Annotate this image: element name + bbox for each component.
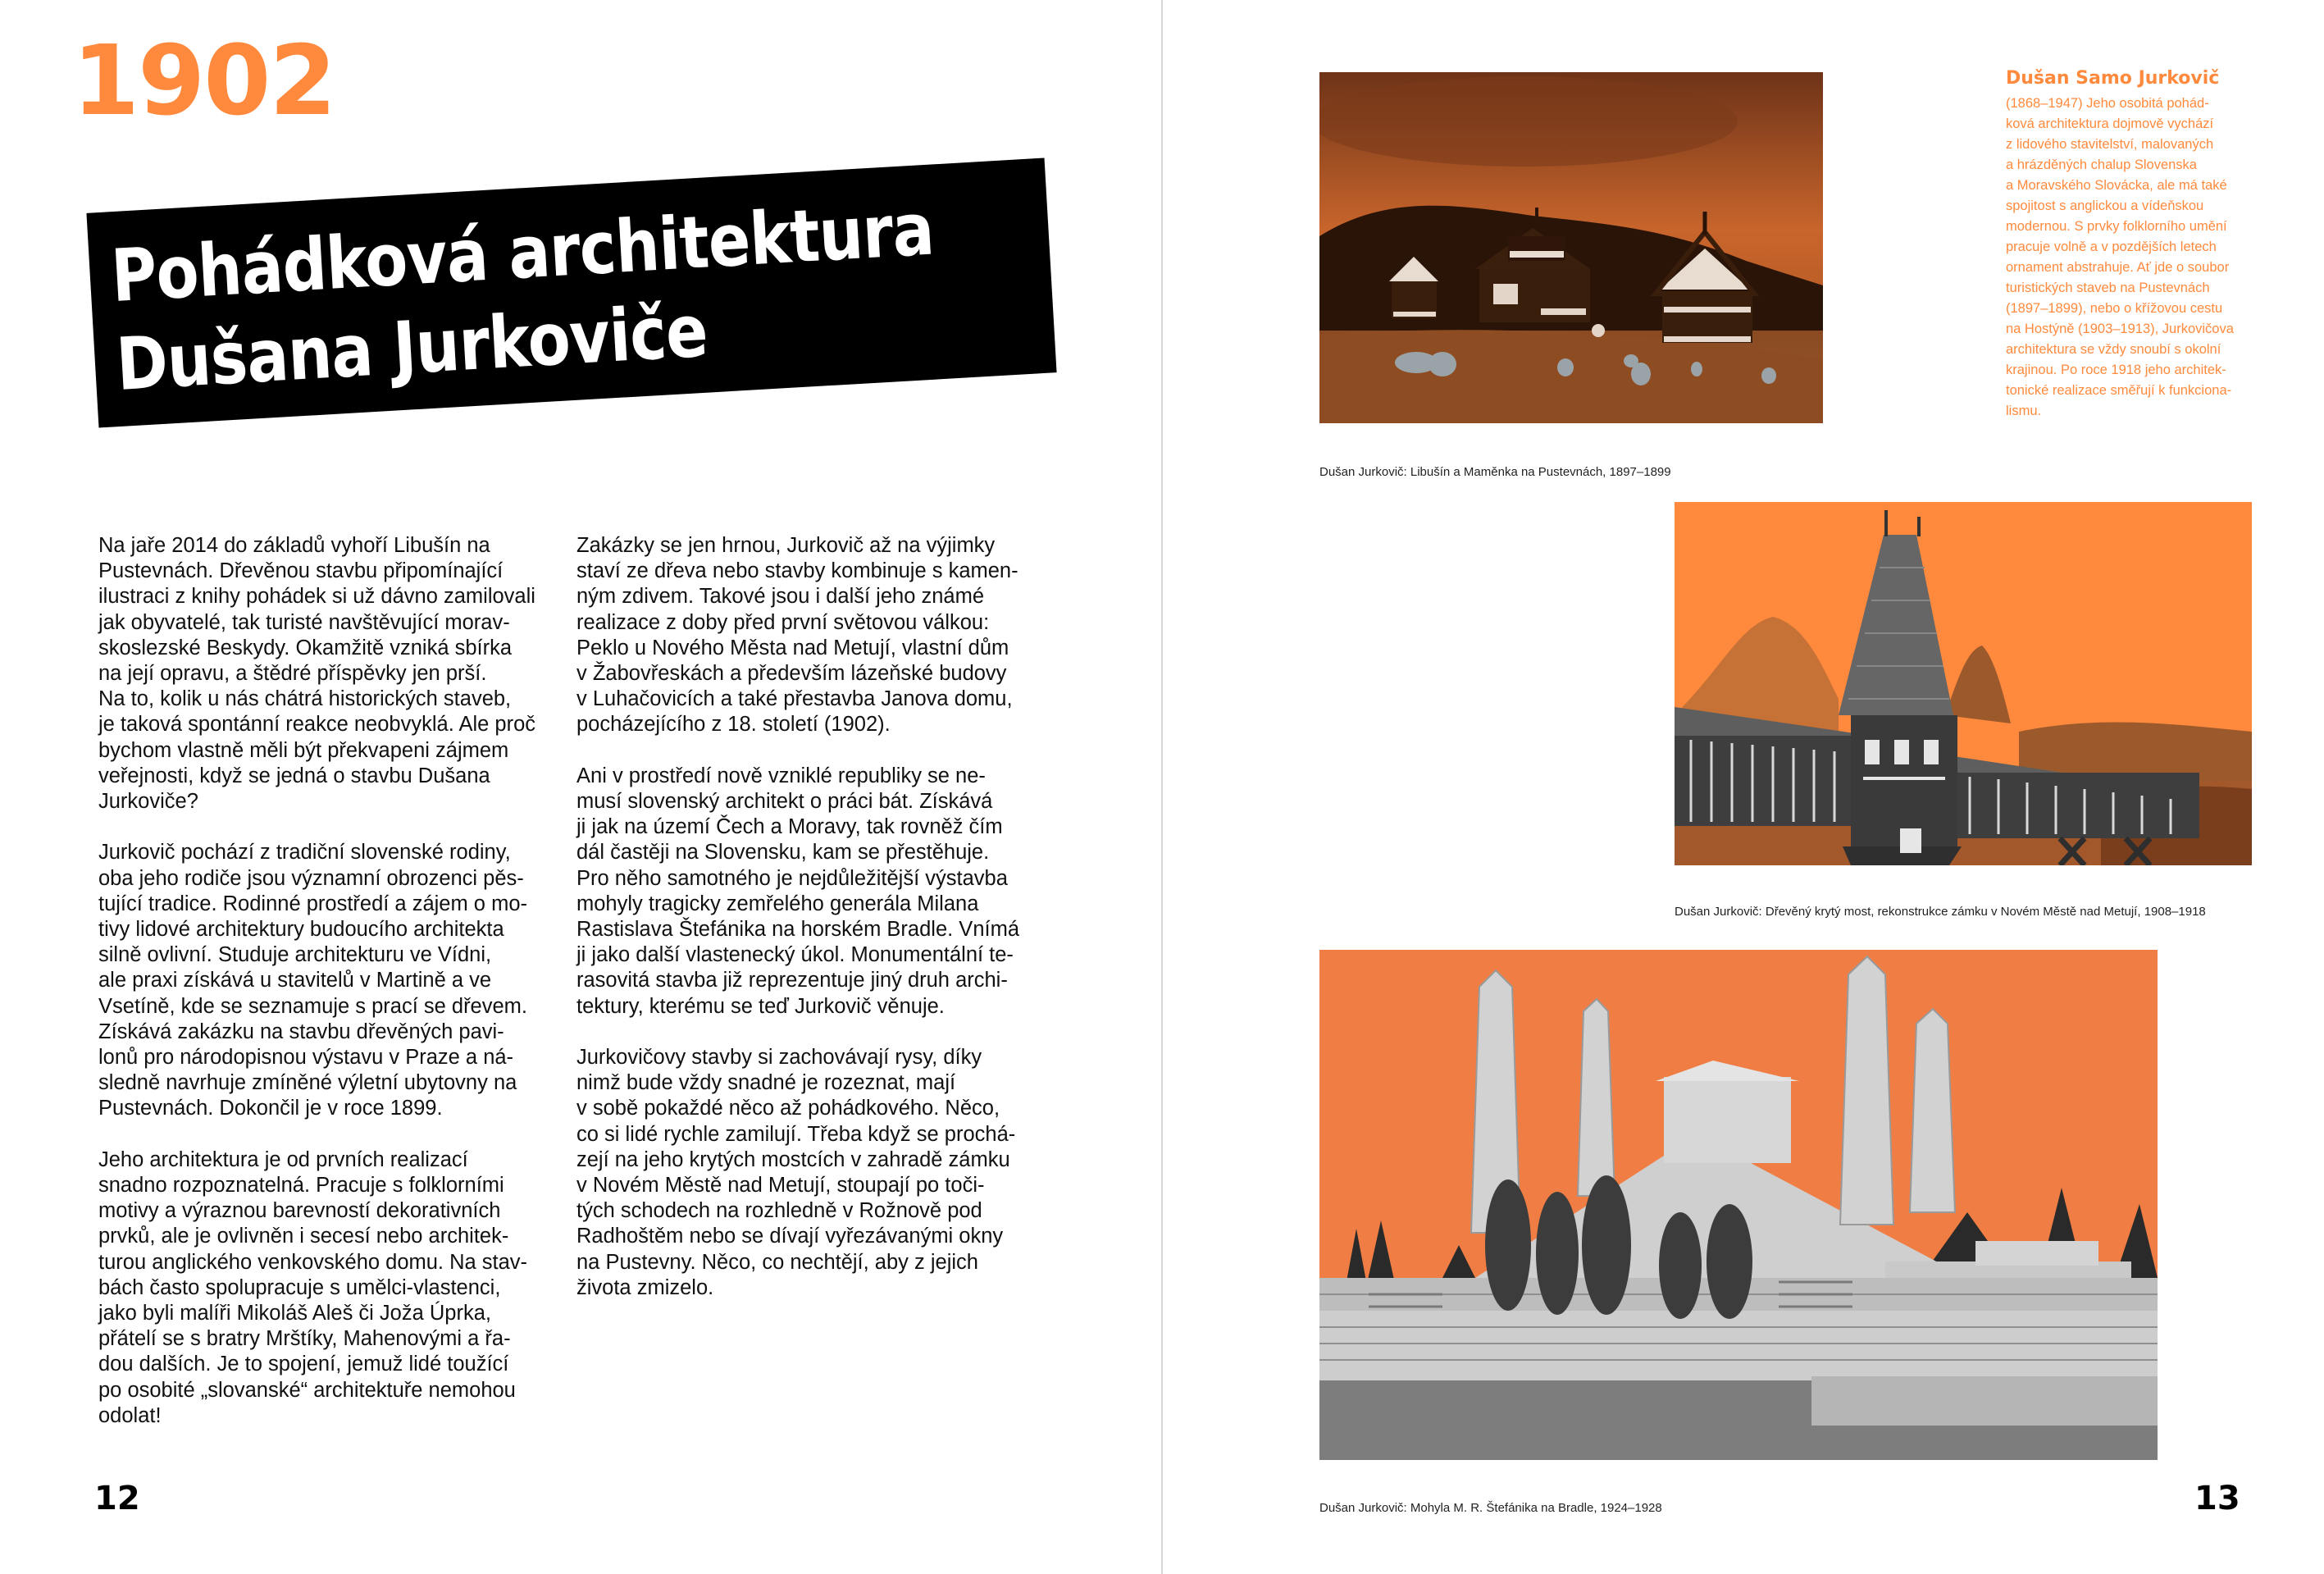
photo-covered-bridge [1675, 502, 2252, 865]
text-column-1 [98, 533, 574, 1454]
year-heading: 1902 [72, 24, 335, 137]
photo-caption: Dušan Jurkovič: Mohyla M. R. Štefánika na Bradle, 1924–1928 [1319, 1501, 1662, 1515]
photo-caption: Dušan Jurkovič: Dřevěný krytý most, rekonstrukce zámku v Novém Městě nad Metují, 1908–1918 [1675, 905, 2206, 919]
photo-stefanik-mound [1319, 950, 2158, 1460]
paragraph: Jurkovičovy stavby si zachovávají rysy, díky nimž bude vždy snadné je rozeznat, mají v sobě pokaždé něco až pohádkového. Něco, co si lidé rychle zamilují. Třeba když se prochá- zejí na jeho krytých mostcích v zahradě zámku v Novém Městě nad Metují, stoupají po toči- tých schodech na rozhledně v Rožnově pod Radhoštěm nebo se dívají vyřezávanými okny na Pustevny. Něco, co nechtějí, aby z jejich života zmizelo. [576, 1046, 1016, 1299]
sidebar-heading: Dušan Samo Jurkovič [2006, 68, 2220, 89]
spread-gutter [1161, 0, 1163, 1574]
paragraph: Ani v prostředí nově vzniklé republiky se ne- musí slovenský architekt o práci bát. Získává ji jak na území Čech a Moravy, tak rovněž čím dál častěji na Slovensku, kam se přestěhuje. Pro něho samotného je nejdůležitější výstavba mohyly tragicky zemřelého generála Milana Rastislava Štefánika na horském Bradle. Vnímá ji jako další vlastenecký úkol. Monumentální te- rasovitá stavba již reprezentuje jiný druh archi- tektury, kterému se teď Jurkovič věnuje. [576, 764, 1020, 1018]
paragraph: Zakázky se jen hrnou, Jurkovič až na výjimky staví ze dřeva nebo stavby kombinuje s kamen- ným zdivem. Takové jsou i další jeho známé realizace z doby před první světovou válkou: Peklo u Nového Města nad Metují, vlastní dům v Žabovřeskách a především lázeňské budovy v Luhačovicích a také přestavba Janova domu, pocházejícího z 18. století (1902). [576, 534, 1018, 737]
author-sidebar [2006, 67, 2276, 422]
title-line-2: Dušana Jurkoviče [114, 288, 710, 407]
photo-caption: Dušan Jurkovič: Libušín a Maměnka na Pustevnách, 1897–1899 [1319, 465, 1671, 479]
page-number-right: 13 [2194, 1480, 2240, 1517]
mound-illustration [1319, 950, 2158, 1460]
photo-pustevny-chalets [1319, 72, 1823, 423]
title-line-1: Pohádková architektura [108, 186, 936, 319]
paragraph: Na jaře 2014 do základů vyhoří Libušín na Pustevnách. Dřevěnou stavbu připomínající ilustraci z knihy pohádek si už dávno zamilovali jak obyvatelé, tak turisté navštěvující morav- skoslezské Beskydy. Okamžitě vzniká sbírka na její opravu, a štědré příspěvky jen prší. Na to, kolik u nás chátrá historických staveb, je taková spontánní reakce neobvyklá. Ale proč bychom vlastně měli být překvapeni zájmem veřejnosti, když se jedná o stavbu Dušana Jurkoviče? [98, 534, 535, 814]
chalets-illustration [1319, 72, 1823, 423]
sidebar-text: (1868–1947) Jeho osobitá pohád- ková architektura dojmově vychází z lidového stavitelství, malovaných a hrázděných chalup Slovenska a Moravského Slovácka, ale má také spojitost s anglickou a vídeňskou modernou. S prvky folklorního umění pracuje volně a v pozdějších letech ornament abstrahuje. Ať jde o soubor turistických staveb na Pustevnách (1897–1899), nebo o křížovou cestu na Hostýně (1903–1913), Jurkovičova architektura se vždy snoubí s okolní krajinou. Po roce 1918 jeho architek- tonické realizace směřují k funkciona- lismu. [2006, 96, 2234, 418]
bridge-illustration [1675, 502, 2252, 865]
page-number-left: 12 [94, 1480, 140, 1517]
text-column-2 [576, 533, 1052, 1326]
paragraph: Jeho architektura je od prvních realizací snadno rozpoznatelná. Pracuje s folklorními motivy a výraznou barevností dekorativních prvků, ale je ovlivněn i secesí nebo architek- turou anglického venkovského domu. Na stav- bách často spolupracuje s umělci-vlastenci, jako byli malíři Mikoláš Aleš či Joža Úprka, přátelí se s bratry Mrštíky, Mahenovými a řa- dou dalších. Je to spojení, jemuž lidé toužící po osobité „slovanské“ architektuře nemohou odolat! [98, 1147, 528, 1427]
paragraph: Jurkovič pochází z tradiční slovenské rodiny, oba jeho rodiče jsou významní obrozenci pěs- tující tradice. Rodinné prostředí a zájem o mo- tivy lidové architektury budoucího architekta silně ovlivní. Studuje architekturu ve Vídni, ale praxi získává u stavitelů v Martině a ve Vsetíně, kde se seznamuje s prací se dřevem. Získává zakázku na stavbu dřevěných pavi- lonů pro národopisnou výstavu v Praze a ná- sledně navrhuje zmíněné výletní ubytovny na Pustevnách. Dokončil je v roce 1899. [98, 841, 527, 1120]
